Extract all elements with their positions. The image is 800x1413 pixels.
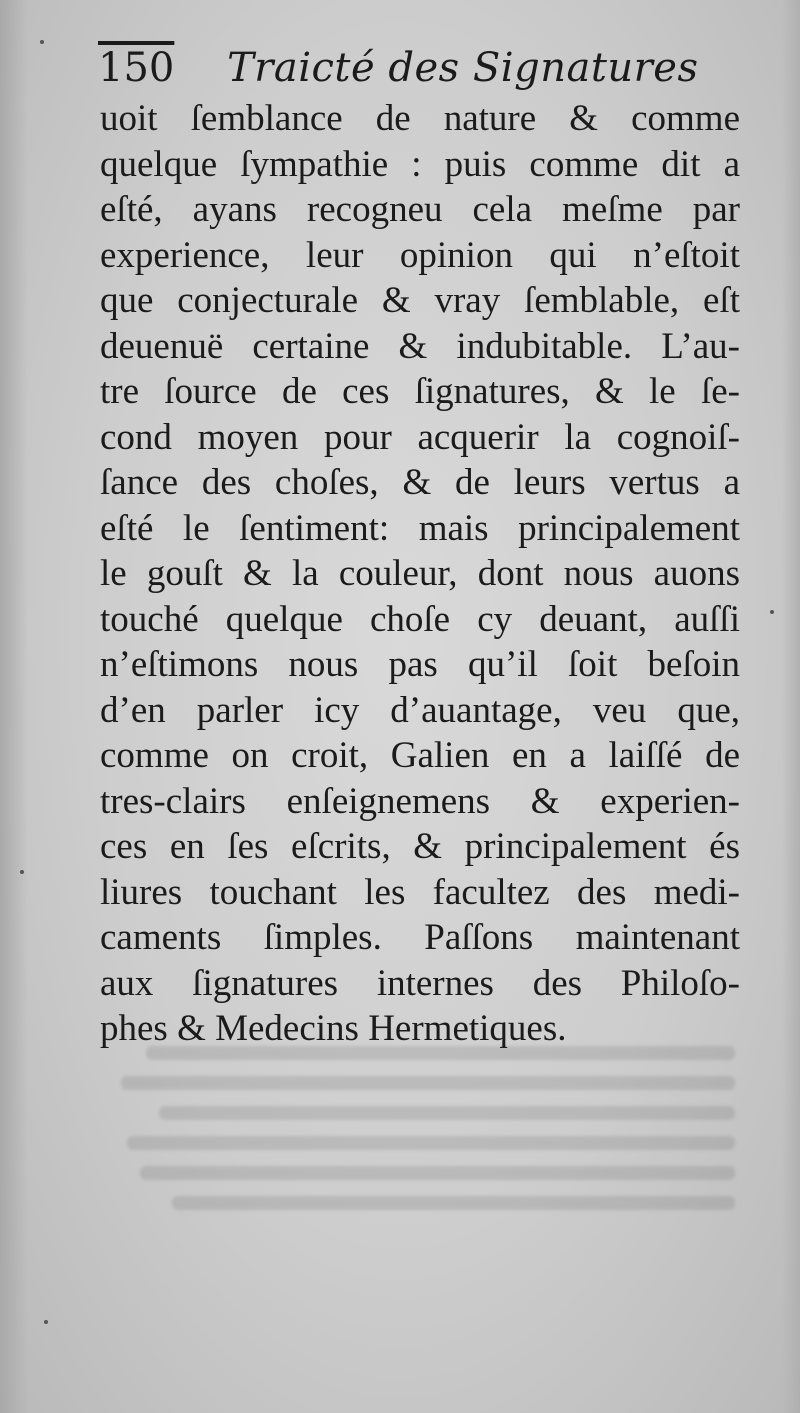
paper-speck: [770, 610, 774, 614]
text-line: experience, leur opinion qui n’eſtoit: [100, 234, 740, 276]
text-line: que conjecturale & vray ſemblable, eſt: [100, 280, 740, 321]
text-line: eſté, ayans recogneu cela meſme par: [100, 189, 740, 230]
text-line: uoit ſemblance de nature & comme: [100, 98, 740, 139]
text-line: cond moyen pour acquerir la cognoiſ-: [100, 416, 740, 458]
running-head: [98, 38, 718, 98]
text-line: ſance des choſes, & de leurs vertus a: [100, 462, 740, 503]
text-line: aux ſignatures internes des Philoſo-: [100, 962, 740, 1004]
text-line: d’en parler icy d’auantage, veu que,: [100, 689, 740, 731]
page-edge-shadow-left: [0, 0, 28, 1413]
text-line: le gouſt & la couleur, dont nous auons: [100, 553, 740, 594]
text-line: deuenuë certaine & indubitable. L’au-: [100, 325, 740, 367]
text-line: comme on croit, Galien en a laiſſé de: [100, 735, 740, 776]
text-line: touché quelque choſe cy deuant, auſſi: [100, 598, 740, 640]
text-line: tre ſource de ces ſignatures, & le ſe-: [100, 371, 740, 412]
running-title: Traicté des Signatures: [227, 45, 699, 91]
page-number: 150: [98, 45, 175, 91]
paper-speck: [44, 1320, 48, 1324]
body-text: [100, 96, 740, 1052]
paper-speck: [20, 870, 24, 874]
text-line: eſté le ſentiment: mais principalement: [100, 507, 740, 549]
text-line: quelque ſympathie : puis comme dit a: [100, 143, 740, 185]
bleed-through-show-through: [95, 1030, 735, 1330]
text-line: tres-clairs enſeignemens & experien-: [100, 780, 740, 822]
paper-speck: [40, 40, 44, 44]
text-line: n’eſtimons nous pas qu’il ſoit beſoin: [100, 644, 740, 685]
page-edge-shadow-right: [782, 0, 800, 1413]
text-line: ces en ſes eſcrits, & principalement és: [100, 826, 740, 867]
text-line: caments ſimples. Paſſons maintenant: [100, 917, 740, 958]
text-line: liures touchant les facultez des medi-: [100, 871, 740, 913]
text-line: phes & Medecins Hermetiques.: [100, 1008, 567, 1049]
